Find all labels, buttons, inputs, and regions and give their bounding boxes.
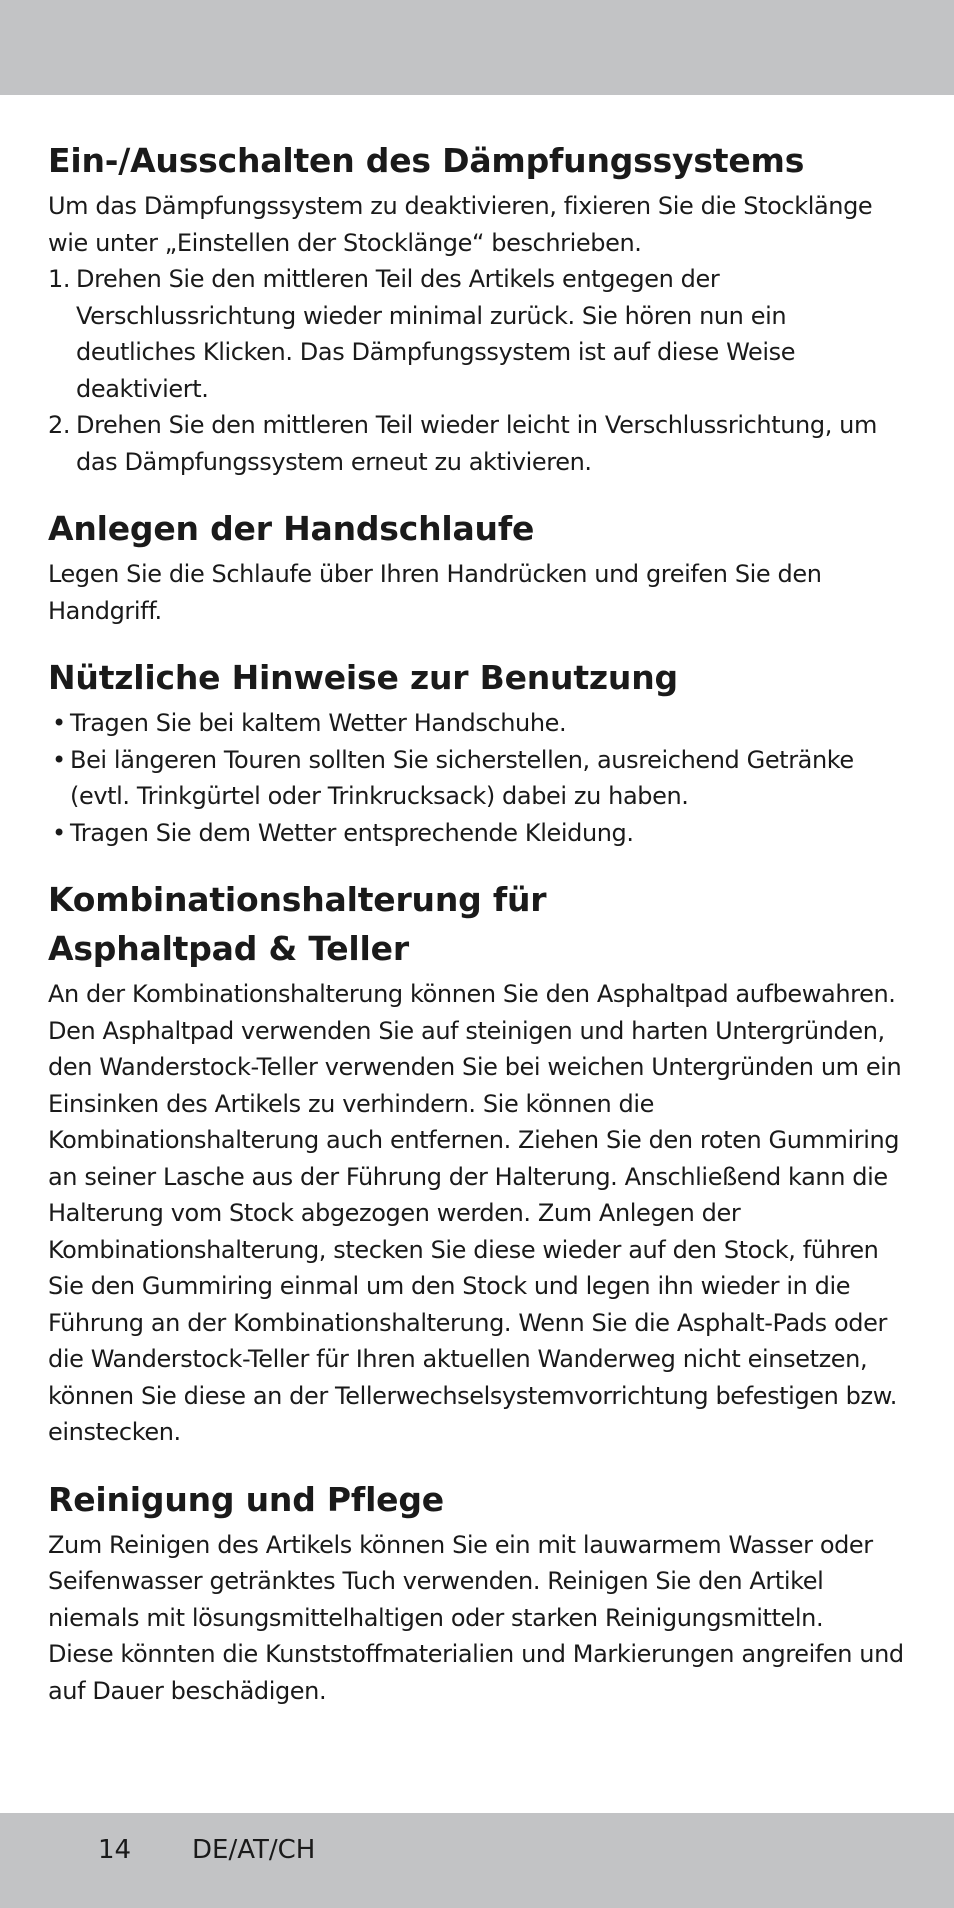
page-content: [48, 136, 908, 1733]
section-heading: Ein-/Ausschalten des Dämpfungssystems: [48, 141, 805, 180]
list-item: [48, 742, 908, 815]
heading-line-2: Asphaltpad & Teller: [48, 929, 409, 968]
section-body: Diese könnten die Kunststoffmaterialien und Markierungen angreifen und auf Dauer beschädigen.: [48, 1640, 904, 1705]
list-text: Bei längeren Touren sollten Sie sicherstellen, ausreichend Getränke (evtl. Trinkgürtel oder Trinkrucksack) dabei zu haben.: [70, 745, 854, 810]
heading-line-1: Kombinationshalterung für: [48, 880, 547, 919]
region-label: DE/AT/CH: [192, 1835, 316, 1865]
section-heading: Reinigung und Pflege: [48, 1479, 444, 1519]
section-usage-tips: [48, 653, 908, 851]
footer: [98, 1830, 315, 1870]
list-item: [48, 261, 908, 407]
list-number: 1.: [48, 265, 71, 293]
page-number: 14: [98, 1835, 132, 1865]
section-heading: [48, 875, 908, 973]
list-text: Tragen Sie bei kaltem Wetter Handschuhe.: [70, 709, 567, 737]
section-body: Legen Sie die Schlaufe über Ihren Handrücken und greifen Sie den Handgriff.: [48, 560, 822, 625]
section-body: An der Kombinationshalterung können Sie den Asphaltpad aufbewahren. Den Asphaltpad verwenden Sie auf steinigen und harten Untergründen, den Wanderstock-Teller verwenden Sie bei weichen Untergründen um ein Einsinken des Artikels zu verhindern. Sie können die Kombinationshalterung auch entfernen. Ziehen Sie den roten Gummiring an seiner Lasche aus der Führung der Halterung. Anschließend kann die Halterung vom Stock abgezogen werden. Zum Anlegen der Kombinationshalterung, stecken Sie diese wieder auf den Stock, führen Sie den Gummiring einmal um den Stock und legen ihn wieder in die Führung an der Kombinationshalterung. Wenn Sie die Asphalt-Pads oder die Wanderstock-Teller für Ihren aktuellen Wanderweg nicht einsetzen, können Sie diese an der Tellerwechselsystemvorrichtung befestigen bzw. einstecken.: [48, 980, 902, 1446]
list-item: [48, 705, 908, 742]
section-body: Zum Reinigen des Artikels können Sie ein mit lauwarmem Wasser oder Seifenwasser getränktes Tuch verwenden. Reinigen Sie den Artikel niemals mit lösungsmittelhaltigen oder starken Reinigungsmitteln.: [48, 1530, 873, 1632]
list-item: [48, 815, 908, 852]
section-damping-system: [48, 136, 908, 480]
list-text: Tragen Sie dem Wetter entsprechende Kleidung.: [70, 818, 634, 847]
list-text: Drehen Sie den mittleren Teil des Artikels entgegen der Verschlussrichtung wieder minimal zurück. Sie hören nun ein deutliches Klicken. Das Dämpfungssystem ist auf diese Weise deaktiviert.: [76, 265, 796, 403]
bullet-icon: •: [52, 709, 66, 737]
section-heading: Nützliche Hinweise zur Benutzung: [48, 658, 678, 697]
section-intro: Um das Dämpfungssystem zu deaktivieren, fixieren Sie die Stocklänge wie unter „Einstellen der Stocklänge“ beschrieben.: [48, 192, 873, 257]
bullet-icon: •: [52, 818, 66, 847]
section-cleaning: [48, 1475, 908, 1710]
section-combination-holder: [48, 875, 908, 1451]
numbered-list: [48, 261, 908, 480]
header-band: [0, 0, 954, 95]
bullet-icon: •: [52, 745, 66, 774]
bullet-list: [48, 705, 908, 851]
list-item: [48, 407, 908, 480]
section-heading: Anlegen der Handschlaufe: [48, 509, 535, 548]
list-text: Drehen Sie den mittleren Teil wieder leicht in Verschlussrichtung, um das Dämpfungssystem erneut zu aktivieren.: [76, 411, 877, 476]
section-hand-strap: [48, 504, 908, 629]
list-number: 2.: [48, 411, 71, 439]
